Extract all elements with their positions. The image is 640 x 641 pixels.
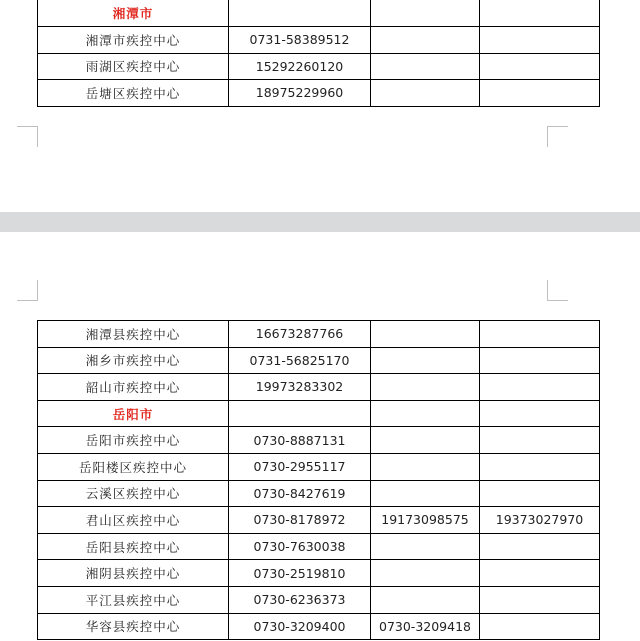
phone-cell <box>480 80 600 107</box>
org-name-cell: 岳阳市疾控中心 <box>38 427 229 454</box>
org-name-cell: 湘潭市疾控中心 <box>38 27 229 54</box>
phone-cell <box>480 560 600 587</box>
phone-cell: 16673287766 <box>229 321 371 348</box>
phone-cell <box>229 400 371 427</box>
phone-cell <box>480 374 600 401</box>
document-page-bottom <box>0 232 640 641</box>
contact-table-top <box>37 0 600 107</box>
phone-cell <box>480 27 600 54</box>
phone-cell: 0730-3209400 <box>229 613 371 640</box>
org-name-cell: 湘阴县疾控中心 <box>38 560 229 587</box>
org-name-cell: 湘潭县疾控中心 <box>38 321 229 348</box>
org-name-cell: 平江县疾控中心 <box>38 586 229 613</box>
phone-cell <box>480 427 600 454</box>
margin-corner-mark <box>17 280 38 301</box>
phone-cell <box>229 0 371 27</box>
org-name-cell: 云溪区疾控中心 <box>38 480 229 507</box>
phone-cell <box>480 453 600 480</box>
phone-cell <box>480 0 600 27</box>
phone-cell <box>371 400 480 427</box>
document-page-top <box>0 0 640 212</box>
table-row <box>38 453 600 480</box>
table-row <box>38 533 600 560</box>
phone-cell: 15292260120 <box>229 53 371 80</box>
phone-cell: 0730-3209418 <box>371 613 480 640</box>
phone-cell <box>371 321 480 348</box>
phone-cell <box>480 533 600 560</box>
table-row <box>38 613 600 640</box>
table-row <box>38 560 600 587</box>
phone-cell <box>480 480 600 507</box>
phone-cell <box>371 560 480 587</box>
phone-cell <box>480 586 600 613</box>
table-row <box>38 347 600 374</box>
org-name-cell: 岳塘区疾控中心 <box>38 80 229 107</box>
phone-cell <box>371 586 480 613</box>
margin-corner-mark <box>17 126 38 147</box>
phone-cell <box>480 400 600 427</box>
org-name-cell: 湘乡市疾控中心 <box>38 347 229 374</box>
phone-cell <box>371 427 480 454</box>
table-row <box>38 80 600 107</box>
phone-cell: 0730-2519810 <box>229 560 371 587</box>
org-name-cell: 岳阳楼区疾控中心 <box>38 453 229 480</box>
phone-cell <box>371 533 480 560</box>
phone-cell <box>371 347 480 374</box>
phone-cell: 0730-7630038 <box>229 533 371 560</box>
city-heading-cell: 岳阳市 <box>38 400 229 427</box>
phone-cell: 18975229960 <box>229 80 371 107</box>
margin-corner-mark <box>547 280 568 301</box>
phone-cell <box>480 347 600 374</box>
phone-cell <box>371 27 480 54</box>
table-row <box>38 321 600 348</box>
phone-cell <box>371 0 480 27</box>
phone-cell: 19373027970 <box>480 507 600 534</box>
contact-table-bottom <box>37 320 600 640</box>
phone-cell <box>371 480 480 507</box>
table-row <box>38 27 600 54</box>
org-name-cell: 君山区疾控中心 <box>38 507 229 534</box>
phone-cell <box>371 80 480 107</box>
phone-cell <box>371 53 480 80</box>
margin-corner-mark <box>547 126 568 147</box>
phone-cell: 19973283302 <box>229 374 371 401</box>
page-separator <box>0 212 640 232</box>
phone-cell <box>371 374 480 401</box>
phone-cell <box>371 453 480 480</box>
phone-cell: 0730-8427619 <box>229 480 371 507</box>
city-heading-cell: 湘潭市 <box>38 0 229 27</box>
phone-cell: 0730-8178972 <box>229 507 371 534</box>
table-row <box>38 53 600 80</box>
phone-cell <box>480 53 600 80</box>
org-name-cell: 岳阳县疾控中心 <box>38 533 229 560</box>
phone-cell: 0731-58389512 <box>229 27 371 54</box>
table-row <box>38 480 600 507</box>
org-name-cell: 华容县疾控中心 <box>38 613 229 640</box>
phone-cell: 0730-8887131 <box>229 427 371 454</box>
city-heading-row <box>38 400 600 427</box>
org-name-cell: 雨湖区疾控中心 <box>38 53 229 80</box>
table-row <box>38 374 600 401</box>
org-name-cell: 韶山市疾控中心 <box>38 374 229 401</box>
city-heading-row <box>38 0 600 27</box>
table-row <box>38 427 600 454</box>
phone-cell <box>480 613 600 640</box>
phone-cell <box>480 321 600 348</box>
table-row <box>38 586 600 613</box>
phone-cell: 19173098575 <box>371 507 480 534</box>
table-row <box>38 507 600 534</box>
phone-cell: 0730-2955117 <box>229 453 371 480</box>
phone-cell: 0730-6236373 <box>229 586 371 613</box>
phone-cell: 0731-56825170 <box>229 347 371 374</box>
